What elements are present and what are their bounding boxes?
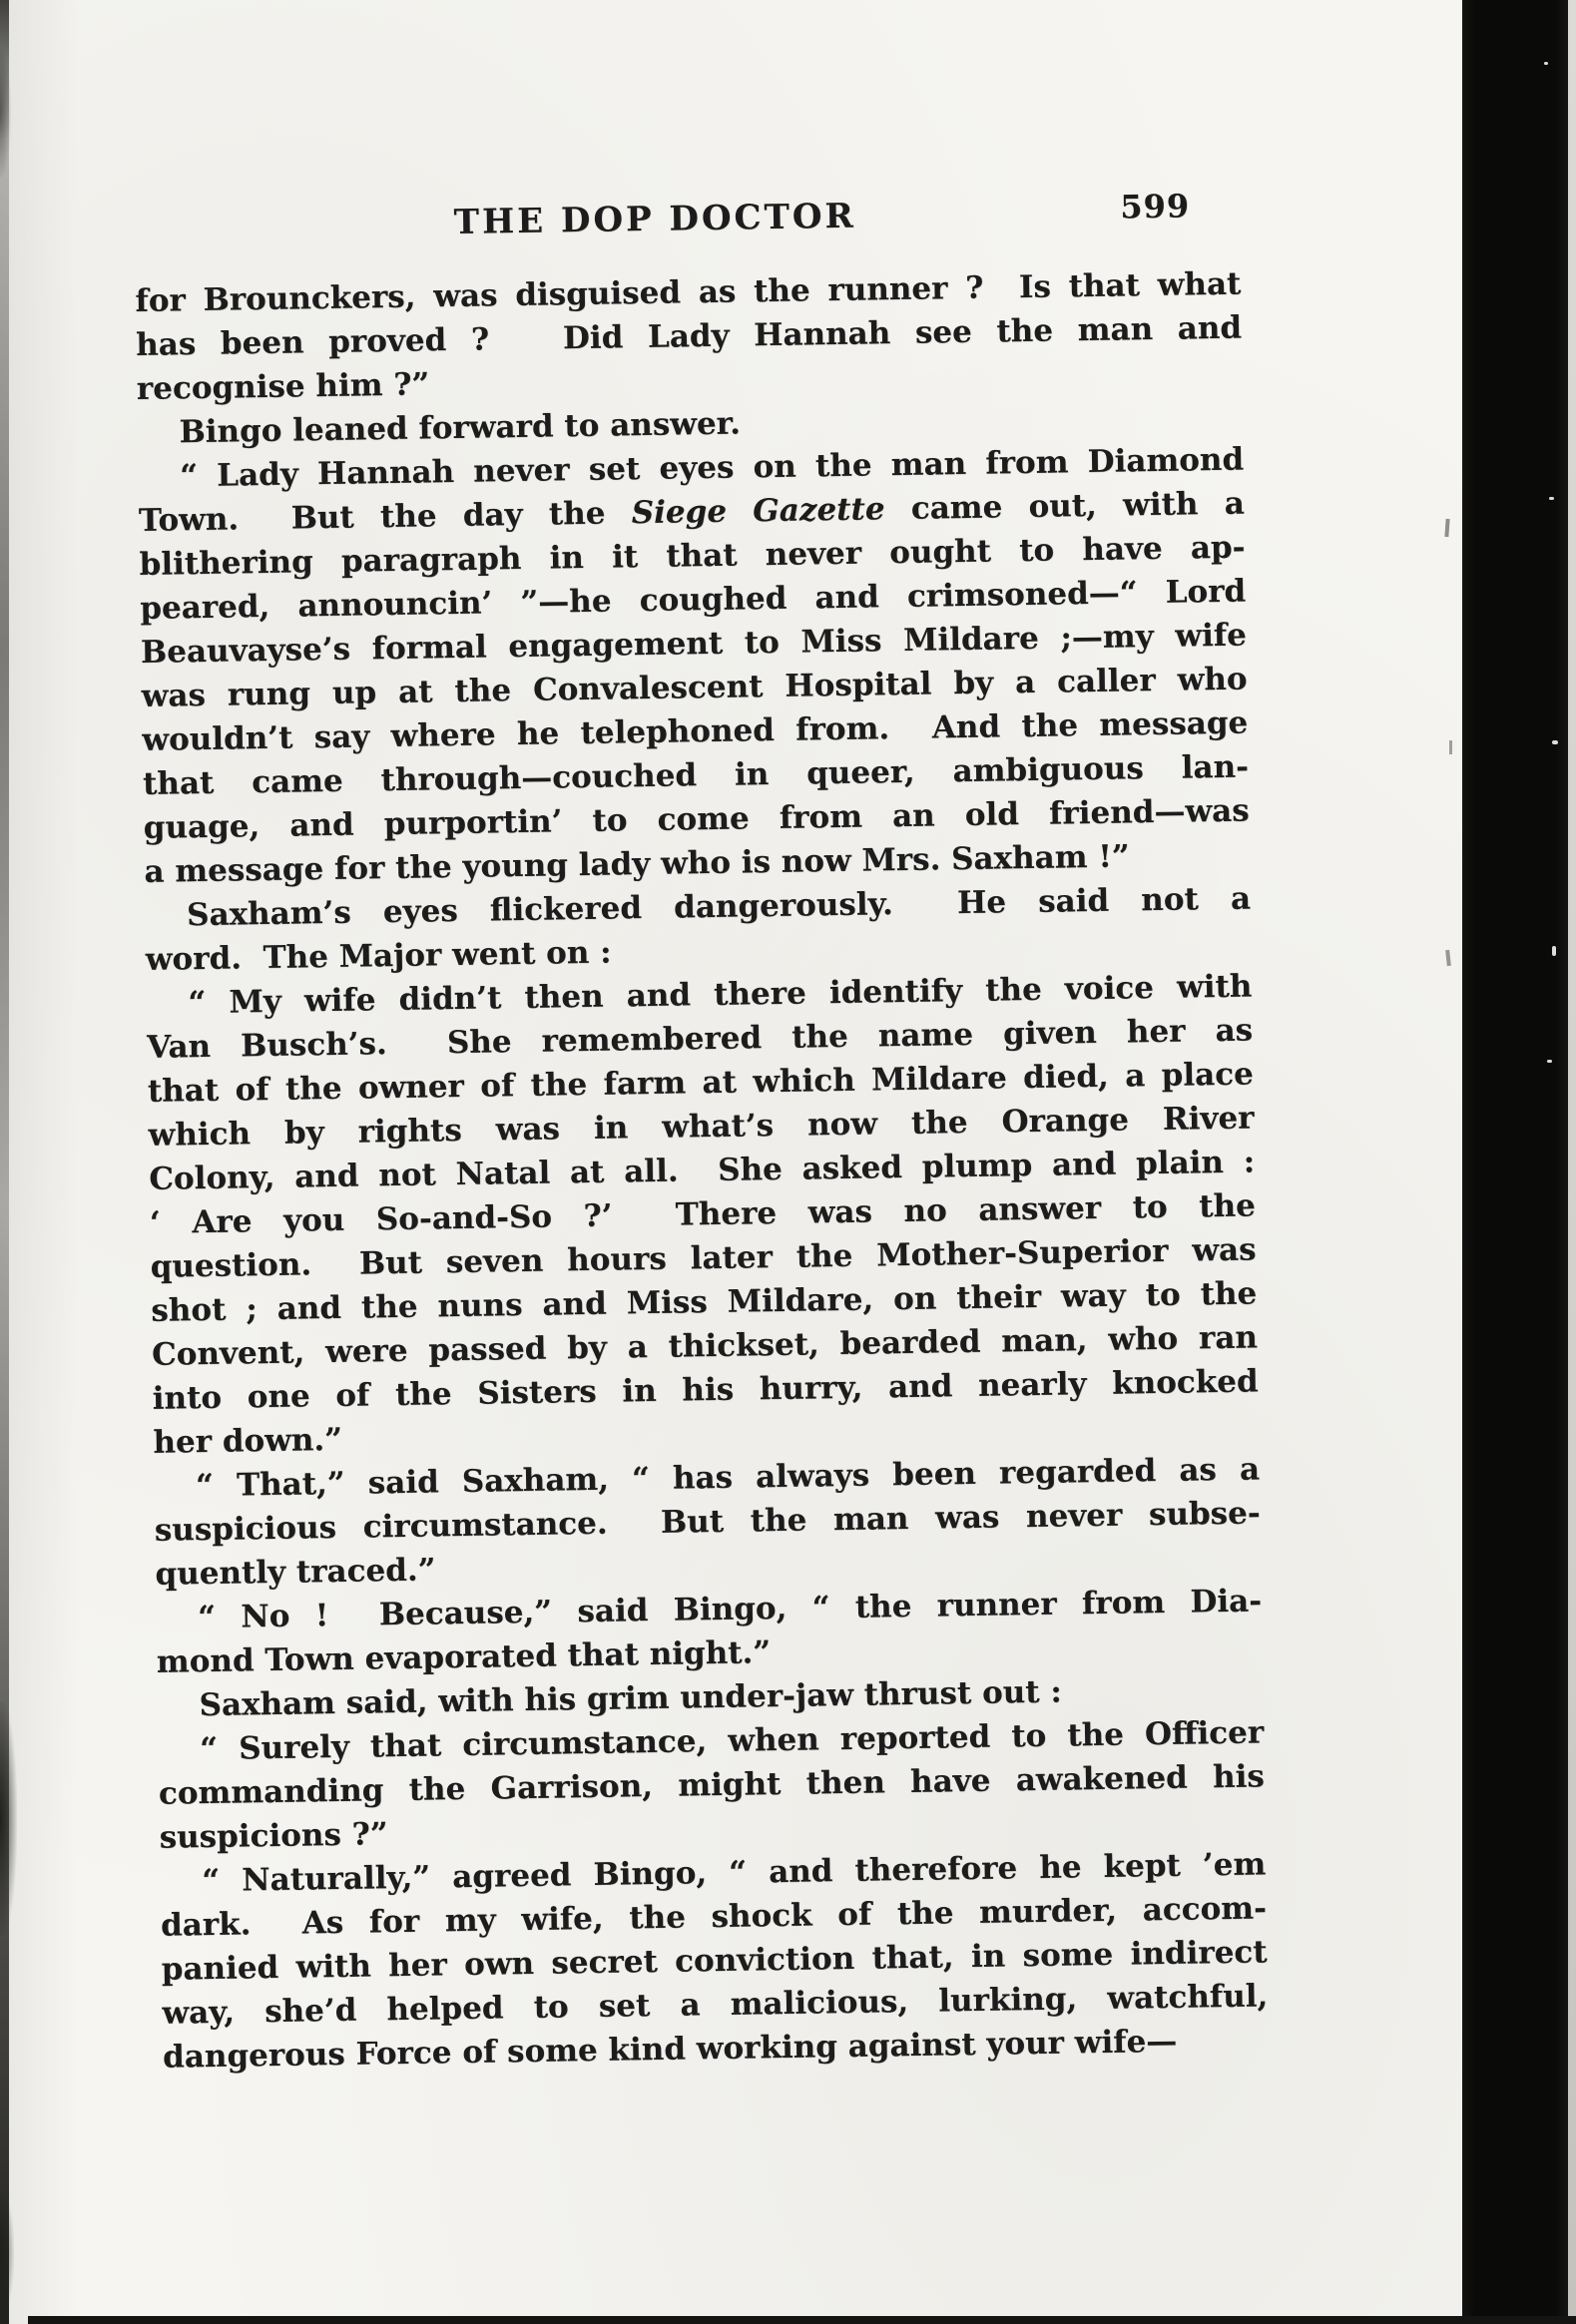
- text-line: dark. As for my wife, the shock of the murder, accom-: [160, 1890, 1268, 1944]
- text-line: for Brounckers, was disguised as the runner ? Is that what: [135, 265, 1242, 319]
- text-line: mond Town evaporated that night.”: [156, 1634, 772, 1680]
- page-number: 599: [1120, 187, 1191, 227]
- text-line: Van Busch’s. She remembered the name given her as: [146, 1012, 1254, 1066]
- text-line: question. But seven hours later the Mother-Superior was: [150, 1231, 1257, 1285]
- text-line: wouldn’t say where he telephoned from. And the message: [142, 704, 1249, 758]
- scan-edge-left: [0, 0, 9, 2324]
- text-line: “ Surely that circumstance, when reported to the Officer: [199, 1714, 1265, 1768]
- scan-artifact: [1449, 740, 1452, 754]
- scan-artifact: [1445, 950, 1451, 966]
- text-line: Convent, were passed by a thickset, bearded man, who ran: [151, 1319, 1259, 1373]
- text-line: that came through—couched in queer, ambiguous lan-: [142, 748, 1250, 802]
- text-line: which by rights was in what’s now the Orange River: [148, 1100, 1255, 1154]
- scan-artifact: [1552, 946, 1556, 956]
- scan-smudge: [0, 2190, 14, 2315]
- text-line: Saxham’s eyes flickered dangerously. He said not a: [186, 880, 1252, 934]
- text-line: dangerous Force of some kind working against your wife—: [162, 2023, 1178, 2076]
- text-line: suspicions ?”: [159, 1816, 388, 1856]
- text-line: was rung up at the Convalescent Hospital by a caller who: [141, 661, 1248, 714]
- page-header: [134, 187, 1241, 251]
- text-line: “ That,” said Saxham, “ has always been regarded as a: [195, 1451, 1261, 1505]
- scan-gutter-bar: [1462, 0, 1568, 2324]
- text-line: “ My wife didn’t then and there identify the voice with: [188, 968, 1253, 1022]
- text-line: blithering paragraph in it that never ought to have ap-: [139, 529, 1246, 583]
- scan-artifact: [1549, 497, 1554, 500]
- text-line: a message for the young lady who is now Mrs. Saxham !”: [144, 838, 1131, 890]
- scan-artifact: [1544, 62, 1548, 65]
- text-line: shot ; and the nuns and Miss Mildare, on their way to the: [151, 1275, 1258, 1329]
- text-line: word. The Major went on :: [145, 934, 612, 978]
- text-line: Colony, and not Natal at all. She asked plump and plain :: [149, 1144, 1256, 1197]
- text-line: “ Lady Hannah never set eyes on the man from Diamond: [179, 441, 1245, 495]
- page-content: [134, 187, 1269, 2080]
- text-line: panied with her own secret conviction that, in some indirect: [161, 1934, 1268, 1988]
- text-line: ‘ Are you So-and-So ?’ There was no answer to the: [149, 1187, 1257, 1241]
- text-line: suspicious circumstance. But the man was never subse-: [154, 1495, 1261, 1549]
- scan-artifact: [1444, 519, 1449, 537]
- scan-edge-bottom: [28, 2316, 1576, 2324]
- text-line: commanding the Garrison, might then have awakened his: [158, 1758, 1266, 1812]
- text-line: her down.”: [153, 1421, 343, 1461]
- text-line: Saxham said, with his grim under-jaw thrust out :: [199, 1673, 1063, 1724]
- scan-smudge: [0, 1701, 17, 1936]
- text-line: peared, announcin’ ”—he coughed and crimsoned—“ Lord: [140, 573, 1247, 627]
- text-line: into one of the Sisters in his hurry, and nearly knocked: [152, 1363, 1259, 1417]
- text-line: Beauvayse’s formal engagement to Miss Mildare ;—my wife: [140, 617, 1248, 671]
- text-line: way, she’d helped to set a malicious, lurking, watchful,: [162, 1978, 1269, 2032]
- text-line: Bingo leaned forward to answer.: [179, 405, 742, 451]
- text-line: quently traced.”: [155, 1552, 436, 1593]
- text-line: Town. But the day the Siege Gazette came out, with a: [138, 485, 1246, 539]
- scan-smudge: [0, 48, 11, 178]
- text-line: “ No ! Because,” said Bingo, “ the runner from Dia-: [197, 1583, 1263, 1636]
- scan-edge-right: [1568, 0, 1576, 2324]
- text-line: has been proved ? Did Lady Hannah see the man and: [135, 309, 1243, 363]
- text-line: guage, and purportin’ to come from an old friend—was: [143, 792, 1250, 846]
- text-line: “ Naturally,” agreed Bingo, “ and therefore he kept ’em: [202, 1846, 1267, 1900]
- scan-artifact: [1552, 740, 1558, 744]
- running-title: THE DOP DOCTOR: [453, 196, 857, 242]
- text-line: that of the owner of the farm at which Mildare died, a place: [147, 1056, 1255, 1110]
- scan-artifact: [1547, 1060, 1552, 1063]
- text-line: recognise him ?”: [136, 366, 430, 407]
- page-text: [135, 262, 1269, 2080]
